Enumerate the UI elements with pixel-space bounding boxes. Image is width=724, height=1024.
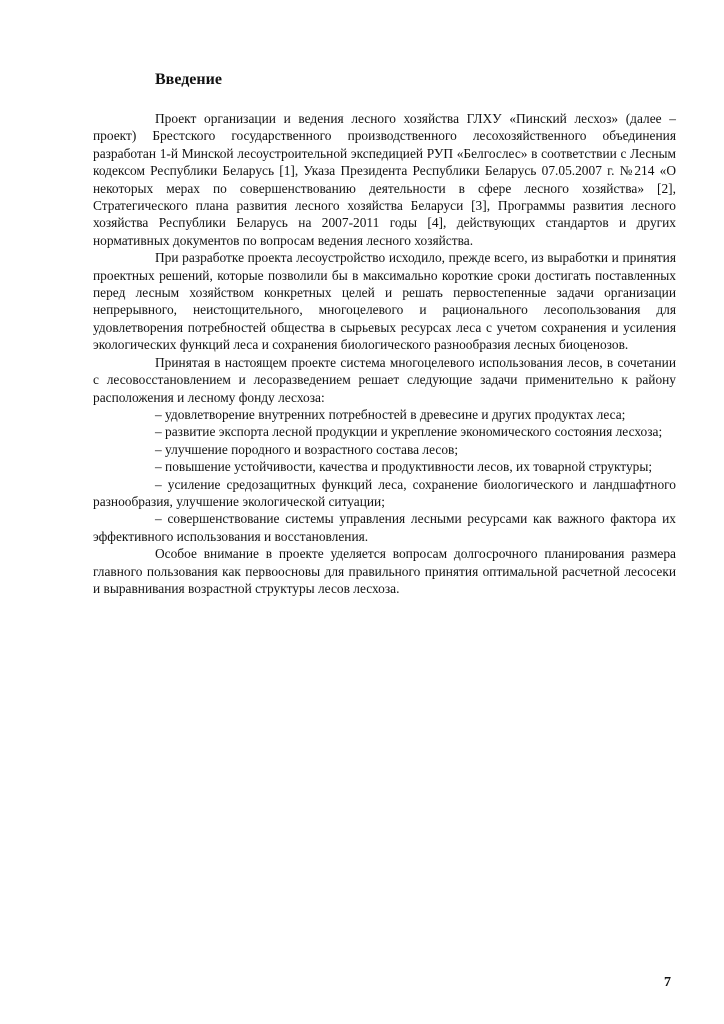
paragraph-intro: Проект организации и ведения лесного хозяйства ГЛХУ «Пинский лесхоз» (далее – проект) Брестского государственного производственного лесохозяйственного объединения разработан 1-й Минской лесоустроительной экспедицией РУП «Белгослес» в соответствии с Лесным кодексом Республики Беларусь [1], Указа Президента Республики Беларусь 07.05.2007 г. №214 «О некоторых мерах по совершенствованию деятельности в сфере лесного хозяйства» [2], Стратегического плана развития лесного хозяйства Беларуси [3], Программы развития лесного хозяйства Республики Беларусь на 2007-2011 годы [4], действующих стандартов и других нормативных документов по вопросам ведения лесного хозяйства. [93, 111, 676, 248]
body-text [93, 110, 676, 597]
list-item-environmental-protection: – усиление средозащитных функций леса, сохранение биологического и ландшафтного разнообразия, улучшение экологической ситуации; [93, 476, 676, 509]
list-item-export: – развитие экспорта лесной продукции и укрепление экономического состояния лесхоза; [155, 424, 663, 440]
paragraph-system: Принятая в настоящем проекте система многоцелевого использования лесов, в сочетании с лесовосстановлением и лесоразведением решает следующие задачи применительно к району расположения и лесному фонду лесхоза: [93, 354, 676, 405]
paragraph-special-attention: Особое внимание в проекте уделяется вопросам долгосрочного планирования размера главного пользования как первоосновы для правильного принятия оптимальной расчетной лесосеки и выравнивания возрастной структуры лесов лесхоза. [93, 546, 676, 596]
page-number: 7 [664, 975, 671, 990]
list-item-species-composition: – улучшение породного и возрастного состава лесов; [155, 441, 459, 457]
list-item-management-system: – совершенствование системы управления лесными ресурсами как важного фактора их эффективного использования и восстановления. [93, 511, 676, 544]
list-item-domestic-needs: – удовлетворение внутренних потребностей в древесине и других продуктах леса; [155, 406, 626, 422]
section-heading: Введение [155, 71, 222, 88]
paragraph-approach: При разработке проекта лесоустройство исходило, прежде всего, из выработки и принятия проектных решений, которые позволили бы в максимально короткие сроки достигать поставленных перед лесным хозяйством конкретных целей и решать первостепенные задачи организации непрерывного, неистощительного, многоцелевого и рационального лесопользования для удовлетворения потребностей общества в сырьевых ресурсах леса с учетом сохранения и усиления экологических функций леса и сохранения биологического разнообразия лесных биоценозов. [93, 250, 676, 353]
list-item-sustainability: – повышение устойчивости, качества и продуктивности лесов, их товарной структуры; [155, 459, 653, 475]
